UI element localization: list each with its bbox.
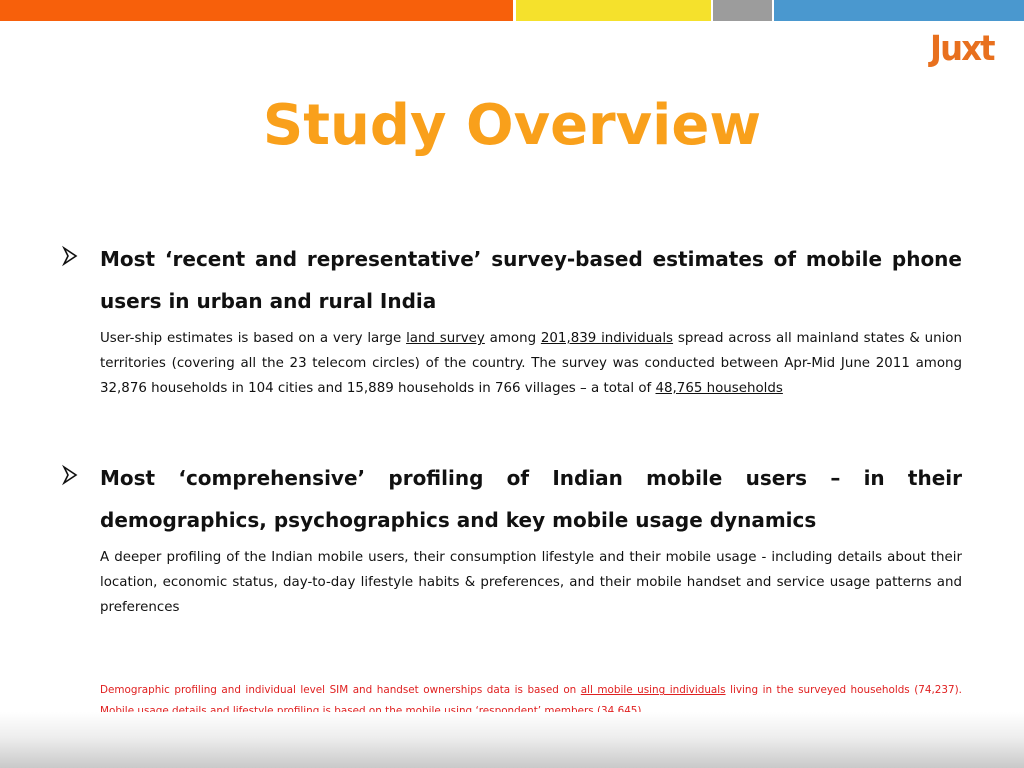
desc-text: among xyxy=(484,331,541,346)
bullet-heading: Most ‘comprehensive’ profiling of Indian mobile users – in their demographics, psychographics and key mobile usage dynamics xyxy=(100,466,962,532)
mobile-individuals-link[interactable]: all mobile using individuals xyxy=(580,684,726,697)
desc-text: spread across all mainland states & union territories (covering all the 23 telecom circles) of the country. The survey was conducted between Apr-Mid June 2011 among 32,876 households in 104 cities and 15,889 households in 766 villages – a total of xyxy=(100,331,962,396)
note-text: living in the surveyed households (74,237). xyxy=(730,684,962,697)
top-color-bar xyxy=(0,0,1024,22)
bullet-recent-estimates xyxy=(62,238,962,401)
bullet-heading: Most ‘recent and representative’ survey-based estimates of mobile phone users in urban and rural India xyxy=(100,247,962,313)
bullet-comprehensive-profiling xyxy=(62,457,962,620)
slide-title: Study Overview xyxy=(262,93,762,158)
land-survey-link[interactable]: land survey xyxy=(406,331,485,346)
desc-text: User-ship estimates is based on a very large xyxy=(100,331,407,346)
top-bar-yellow-segment xyxy=(516,0,711,21)
juxt-logo: Juxt xyxy=(930,29,994,69)
bullet-description xyxy=(100,326,962,401)
top-bar-gray-segment xyxy=(713,0,772,21)
bullet-description: A deeper profiling of the Indian mobile users, their consumption lifestyle and their mobile usage - including details about their location, economic status, day-to-day lifestyle habits & preferences, and their mobile handset and service usage patterns and preferences xyxy=(100,550,962,615)
note-text: Demographic profiling and individual level SIM and handset ownerships data is based on xyxy=(100,684,581,697)
households-total-link[interactable]: 48,765 households xyxy=(655,381,783,396)
arrow-right-icon xyxy=(62,244,80,268)
bottom-gradient-band xyxy=(0,712,1024,768)
top-bar-blue-segment xyxy=(774,0,1024,21)
individuals-count-link[interactable]: 201,839 individuals xyxy=(540,331,674,346)
arrow-right-icon xyxy=(62,463,80,487)
top-bar-orange-segment xyxy=(0,0,513,21)
